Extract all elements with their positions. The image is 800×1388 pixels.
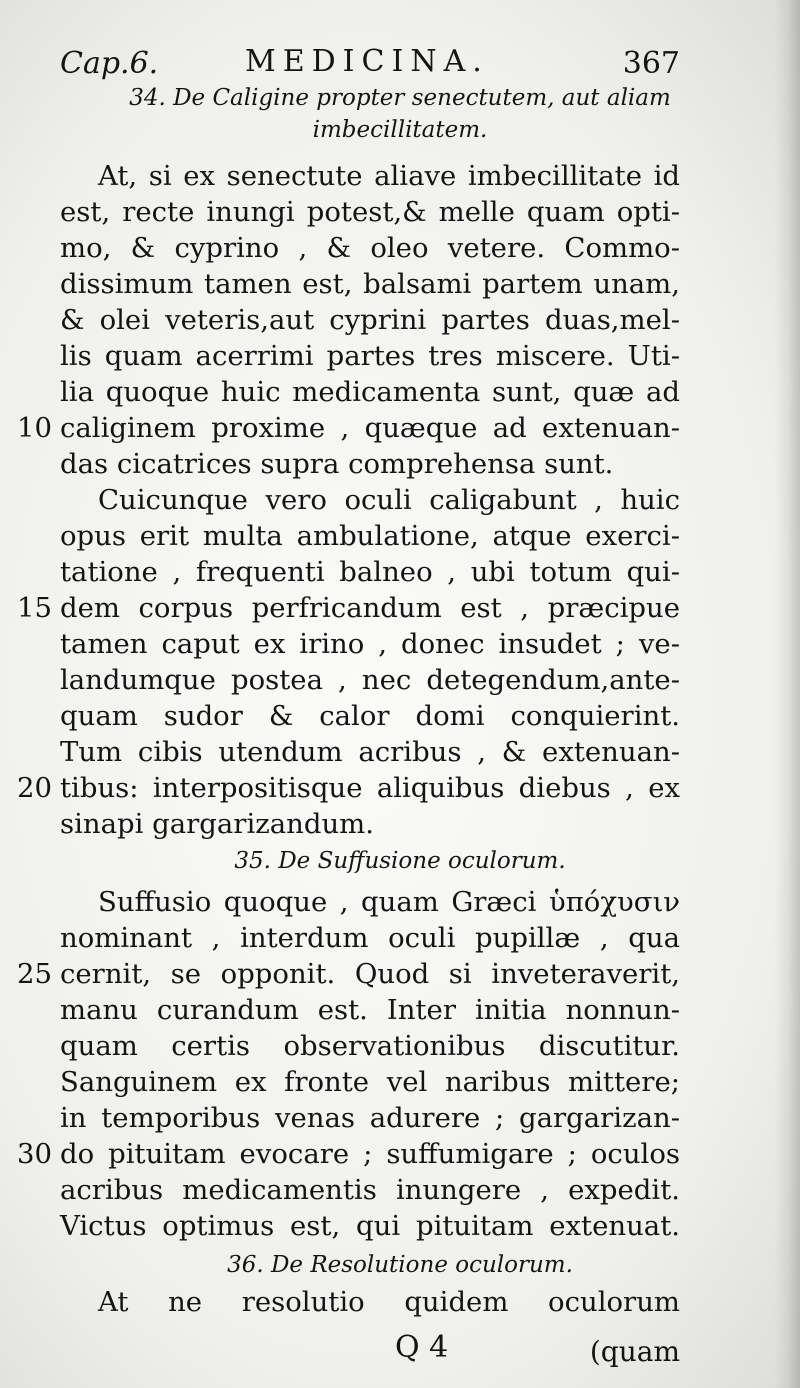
text-line: acribus medicamentis inungere , expedit. bbox=[60, 1174, 680, 1206]
text-line: Sanguinem ex fronte vel naribus mittere; bbox=[60, 1066, 680, 1098]
text-line: opus erit multa ambulatione, atque exerci- bbox=[60, 520, 680, 552]
line-number: 25 bbox=[17, 958, 52, 990]
section-heading: 35. De Suffusione oculorum. bbox=[234, 848, 566, 874]
text-line: cernit, se opponit. Quod si inveteraverit, bbox=[60, 958, 680, 990]
section-heading: 36. De Resolutione oculorum. bbox=[227, 1252, 573, 1278]
chapter-label: Cap.6. bbox=[60, 46, 159, 81]
text-line: tamen caput ex irino , donec insudet ; ve- bbox=[60, 628, 680, 660]
running-title: MEDICINA. bbox=[245, 44, 489, 79]
line-number: 10 bbox=[17, 412, 52, 444]
text-line: das cicatrices supra comprehensa sunt. bbox=[60, 448, 614, 480]
text-line: landumque postea , nec detegendum,ante- bbox=[60, 664, 680, 696]
page-number: 367 bbox=[622, 46, 680, 81]
page-gutter-shadow bbox=[774, 0, 800, 1388]
text-line: caliginem proxime , quæque ad extenuan- bbox=[60, 412, 680, 444]
text-line: At ne resolutio quidem oculorum bbox=[98, 1286, 680, 1318]
text-line: Suffusio quoque , quam Græci ὑπόχυσιν bbox=[98, 886, 680, 918]
text-line: tibus: interpositisque aliquibus diebus , ex bbox=[60, 772, 680, 804]
text-line: quam sudor & calor domi conquierint. bbox=[60, 700, 680, 732]
section-heading: 34. De Caligine propter senectutem, aut aliam bbox=[129, 85, 671, 111]
text-line: sinapi gargarizandum. bbox=[60, 808, 374, 840]
text-line: At, si ex senectute aliave imbecillitate id bbox=[98, 160, 680, 192]
text-line: lia quoque huic medicamenta sunt, quæ ad bbox=[60, 376, 680, 408]
text-line: Cuicunque vero oculi caligabunt , huic bbox=[98, 484, 680, 516]
text-line: manu curandum est. Inter initia nonnun- bbox=[60, 994, 680, 1026]
text-line: lis quam acerrimi partes tres miscere. Uti- bbox=[60, 340, 680, 372]
text-line: dem corpus perfricandum est , præcipue bbox=[60, 592, 680, 624]
text-line: Victus optimus est, qui pituitam extenuat. bbox=[60, 1210, 680, 1242]
signature-mark: Q 4 bbox=[395, 1330, 449, 1365]
text-line: in temporibus venas adurere ; gargarizan- bbox=[60, 1102, 680, 1134]
text-line: nominant , interdum oculi pupillæ , qua bbox=[60, 922, 680, 954]
text-line: quam certis observationibus discutitur. bbox=[60, 1030, 680, 1062]
text-line: est, recte inungi potest,& melle quam opti- bbox=[60, 196, 680, 228]
section-heading-cont: imbecillitatem. bbox=[312, 117, 488, 143]
catchword: (quam bbox=[589, 1335, 680, 1368]
text-line: & olei veteris,aut cyprini partes duas,mel- bbox=[60, 304, 680, 336]
line-number: 30 bbox=[17, 1138, 52, 1170]
text-line: Tum cibis utendum acribus , & extenuan- bbox=[60, 736, 680, 768]
line-number: 20 bbox=[17, 772, 52, 804]
text-line: do pituitam evocare ; suffumigare ; oculos bbox=[60, 1138, 680, 1170]
running-header bbox=[60, 42, 680, 82]
line-number: 15 bbox=[17, 592, 52, 624]
text-line: tatione , frequenti balneo , ubi totum qui- bbox=[60, 556, 680, 588]
text-line: dissimum tamen est, balsami partem unam, bbox=[60, 268, 680, 300]
text-line: mo, & cyprino , & oleo vetere. Commo- bbox=[60, 232, 680, 264]
